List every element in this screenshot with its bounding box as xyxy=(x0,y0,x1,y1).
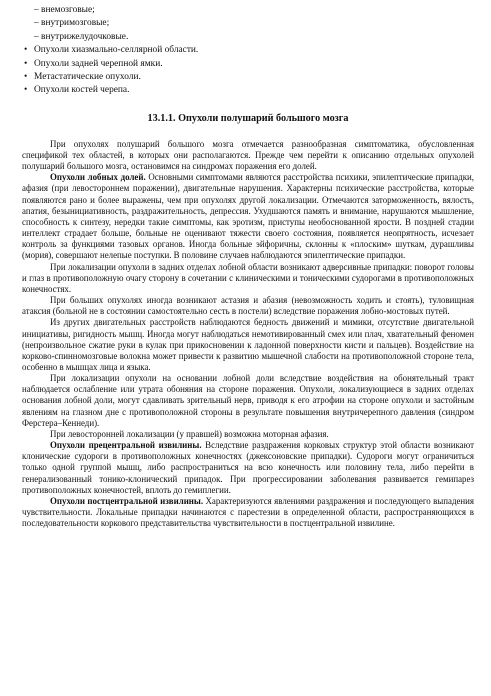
list-item: – внутрижелудочковые. xyxy=(34,31,129,42)
paragraph-text: Основными симптомами являются расстройства психики, эпилептические припадки, афазия (при левостороннем поражении), двигательные нарушения. Характерны психические расстройства, которые появляются рано и более выражены, чем при опухолях другой локализации. Отмечаются заторможенность, вялость, апатия, безынициативность, раздражительность, депрессия. Ухудшаются память и внимание, нарушаются мышление, способность к синтезу, нередки такие симптомы, как эротизм, приступы необоснованной ярости. В поздней стадии интеллект страдает больше, больные не оценивают тяжести своего состояния, появляется неопрятность, исчезает контроль за функциями тазовых органов. Иногда больные эйфоричны, склонны к «плоским» шуткам, дурашливы (мория), совершают нелепые поступки. В половине случаев наблюдаются эпилептические припадки. xyxy=(22,172,474,261)
paragraph-text: При левосторонней локализации (у правшей) возможна моторная афазия. xyxy=(50,428,329,439)
paragraph-lead: Опухоли лобных долей. xyxy=(50,172,146,183)
list-item: • Опухоли костей черепа. xyxy=(22,84,474,97)
list-item: – внемозговые; xyxy=(34,5,95,15)
paragraph-text: Характеризуются явлениями раздражения и последующего выпадения чувствительности. Локальные припадки начинаются с парестезии в определенной области, распространяющихся в последовательности коркового представительства чувствительности в постцентральной извилине. xyxy=(22,495,474,529)
list-item: – внутримозговые; xyxy=(34,18,110,29)
paragraph xyxy=(22,496,474,529)
paragraph xyxy=(22,172,474,261)
paragraph xyxy=(22,429,474,440)
paragraph-text: Из других двигательных расстройств наблюдаются бедность движений и мимики, отсутствие двигательной инициативы, ригидность мышц. Иногда могут наблюдаться немотивированный смех или плач, хватательный феномен (непроизвольное сжатие руки в кулак при прикосновении к ладонной поверхности кисти и пальцев). Воздействие на корково-спинномозговые волокна может привести к развитию мышечной слабости на противоположной стороне тела, особенно в мышцах лица и языка. xyxy=(22,317,474,372)
paragraph xyxy=(22,295,474,317)
paragraph-lead: Опухоли постцентральной извилины. xyxy=(50,495,204,506)
list-item: • Опухоли задней черепной ямки. xyxy=(22,58,474,71)
paragraph xyxy=(22,440,474,496)
paragraph xyxy=(22,373,474,429)
paragraph xyxy=(22,139,474,172)
paragraph-text: При локализации опухоли в задних отделах лобной области возникают адверсивные припадки: поворот головы и глаз в противоположную очагу сторону в сочетании с клиническими и тоническими судорогами в противоположных конечностях. xyxy=(22,261,474,294)
document-page xyxy=(22,4,474,529)
list-item: • Опухоли хиазмально-селлярной области. xyxy=(22,44,474,57)
paragraph-text: При локализации опухоли на основании лобной доли вследствие воздействия на обонятельный тракт наблюдается ослабление или утрата обоняния на стороне поражения. Опухоли, локализующиеся в задних отделах основания лобной доли, могут сдавливать зрительный нерв, приводя к его атрофии на стороне опухоли и застойным явлениям на глазном дне с противоположной стороны в результате повышения внутричерепного давления (синдром Ферстера–Кеннеди). xyxy=(22,373,474,428)
paragraph xyxy=(22,317,474,373)
paragraph-lead: Опухоли прецентральной извилины. xyxy=(50,440,202,451)
paragraph xyxy=(22,262,474,295)
paragraph-text: При больших опухолях иногда возникают астазия и абазия (невозможность ходить и стоять), туловищная атаксия (больной не в состоянии самостоятельно сесть в постели) вследствие поражения лобно-мостовых путей. xyxy=(22,295,474,317)
paragraph-text: При опухолях полушарий большого мозга отмечается разнообразная симптоматика, обусловленная спецификой тех областей, в которых они располагаются. Прежде чем перейти к описанию отдельных опухолей полушарий большого мозга, остановимся на синдромах поражения его долей. xyxy=(22,138,474,172)
section-heading: 13.1.1. Опухоли полушарий большого мозга xyxy=(147,112,349,124)
list-item: • Метастатические опухоли. xyxy=(22,71,474,84)
paragraph-text: Вследствие раздражения корковых структур этой области возникают клонические судороги в противоположных конечностях (джексоновские припадки). Судороги могут ограничиться только одной группой мышц, либо распространиться на всю конечность или половину тела, либо перейти в генерализованный тонико-клонический припадок. При прогрессировании заболевания развивается гемипарез противоположных конечностей, вплоть до гемиплегии. xyxy=(22,440,474,495)
section-body xyxy=(22,139,474,529)
tumor-classification-list xyxy=(22,4,474,98)
